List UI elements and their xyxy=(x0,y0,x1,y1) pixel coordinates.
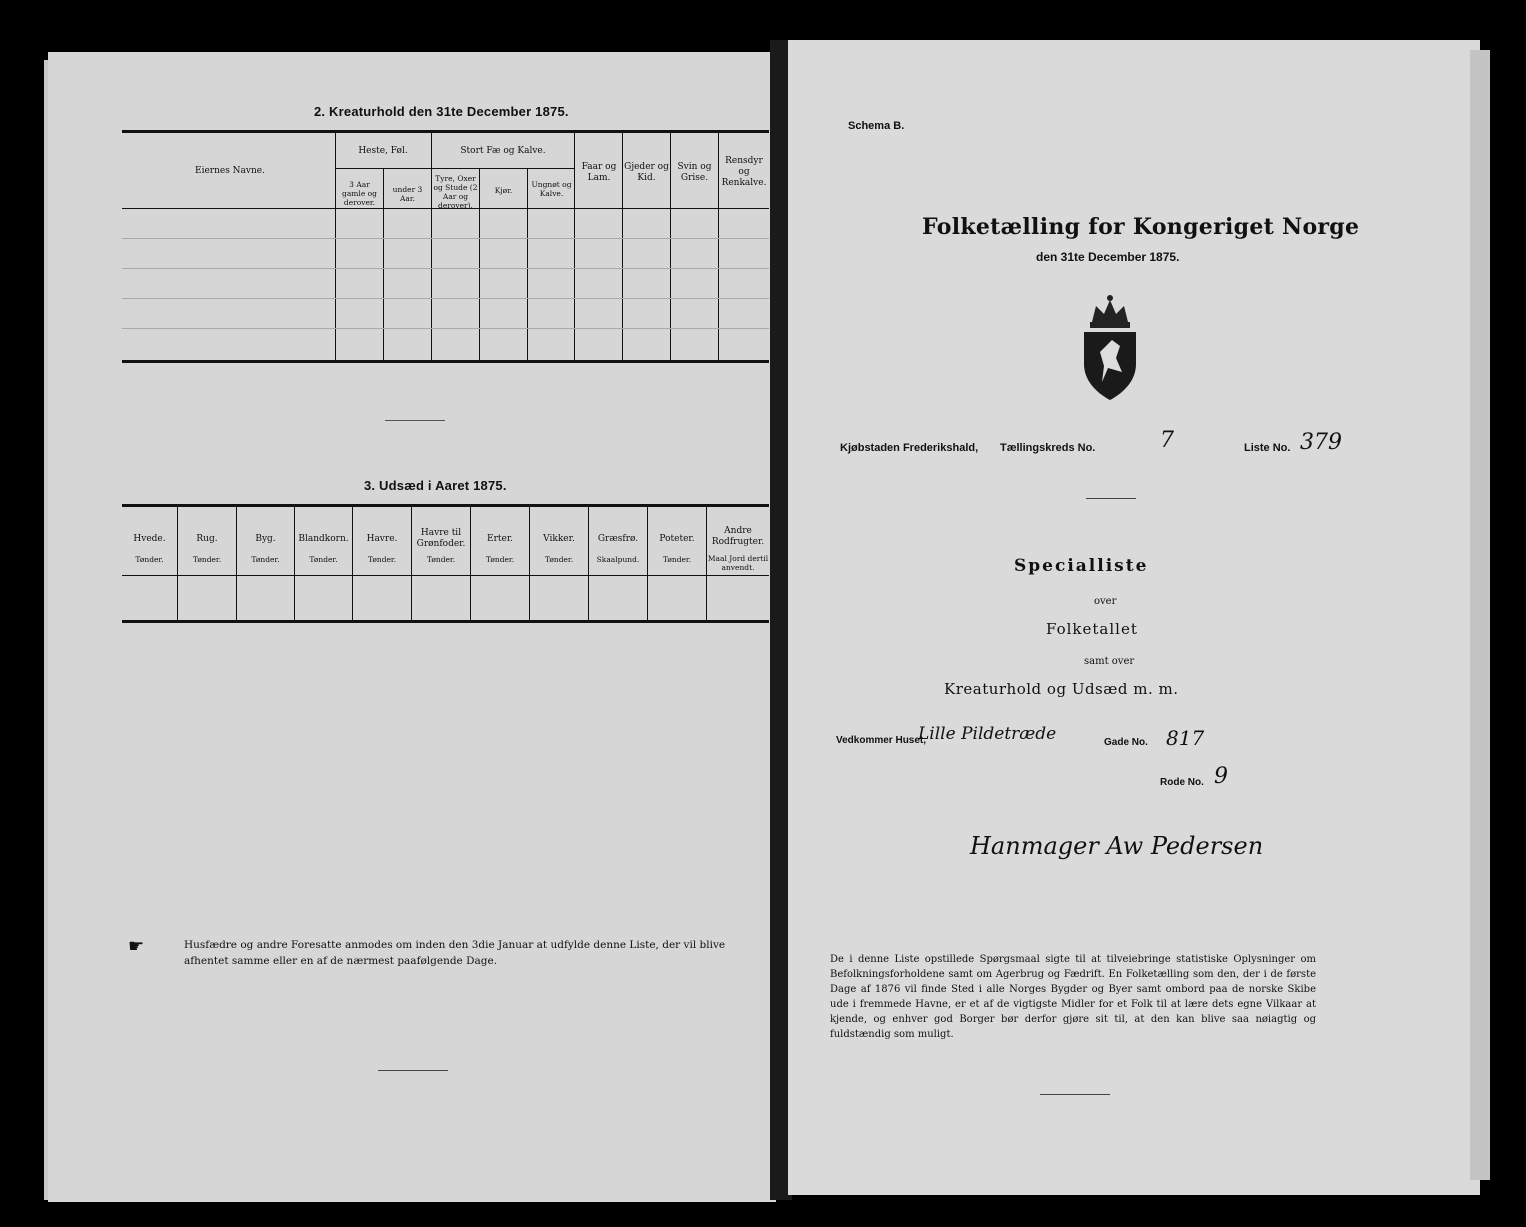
crop-blandkorn: Blandkorn. xyxy=(298,534,349,544)
crop-havre: Havre. xyxy=(366,534,398,544)
crop-erter-unit: Tønder. xyxy=(485,555,515,564)
crop-vikker-unit: Tønder. xyxy=(544,555,574,564)
notice-line2: afhentet samme eller en af de nærmest paafølgende Dage. xyxy=(184,955,498,967)
crop-andre-unit: Maal Jord dertil anvendt. xyxy=(707,554,769,572)
rode-value: 9 xyxy=(1214,764,1228,789)
crop-rug-unit: Tønder. xyxy=(192,555,222,564)
right-page-edge xyxy=(1470,50,1490,1180)
section3-title: 3. Udsæd i Aaret 1875. xyxy=(364,478,507,493)
col-kjor: Kjør. xyxy=(494,186,513,195)
document-date: den 31te December 1875. xyxy=(1036,250,1180,264)
over-text-1: over xyxy=(1094,596,1117,607)
kjobstad-label: Kjøbstaden Frederikshald, xyxy=(840,442,979,454)
col-stort-group: Stort Fæ og Kalve. xyxy=(460,146,546,156)
crop-byg-unit: Tønder. xyxy=(251,555,280,564)
samt-over-text: samt over xyxy=(1084,656,1135,667)
table3-header-rule xyxy=(122,575,769,576)
bottom-divider xyxy=(378,1070,448,1071)
document-title: Folketælling for Kongeriget Norge xyxy=(922,214,1360,240)
explanatory-paragraph: De i denne Liste opstillede Spørgsmaal sigte til at tilveiebringe statistiske Oplysninger om Befolkningsforholdene samt om Agerbrug og Fædrift. En Folketælling som den, der i de første Dage af 1876 vil finde Sted i alle Norges Bygder og Byer samt ombord paa de norske Skibe ude i fremmede Havne, er et af de vigtigste Midler for et Folk til at lære dets egne Vilkaar at kjende, og enhver god Borger bør derfor gjøre sit til, at den kan blive saa nøiagtig og fuldstændig som muligt. xyxy=(830,954,1316,1040)
rode-label: Rode No. xyxy=(1160,777,1204,788)
col-gjeder: Gjeder og Kid. xyxy=(624,162,669,183)
right-divider xyxy=(1086,498,1136,499)
crop-graesfro: Græsfrø. xyxy=(597,534,639,544)
crop-hvede: Hvede. xyxy=(133,534,166,544)
col-rensdyr: Rensdyr og Renkalve. xyxy=(721,156,767,188)
col-tyre: Tyre, Oxer og Stude (2 Aar og derover). xyxy=(433,174,478,210)
gade-value: 817 xyxy=(1166,726,1205,750)
divider xyxy=(385,420,445,421)
crop-byg: Byg. xyxy=(255,534,276,544)
crop-rug: Rug. xyxy=(196,534,218,544)
table3-bottom-rule xyxy=(122,620,769,623)
kreaturhold-line: Kreaturhold og Udsæd m. m. xyxy=(944,680,1179,698)
specialliste-heading: Specialliste xyxy=(1014,556,1149,576)
section2-title: 2. Kreaturhold den 31te December 1875. xyxy=(314,104,569,119)
col-faar: Faar og Lam. xyxy=(581,162,617,183)
crop-havre-gronfoder: Havre til Grønfoder. xyxy=(416,528,466,549)
kreds-value: 7 xyxy=(1160,428,1174,453)
table2-top-rule xyxy=(122,130,769,133)
crop-graesfro-unit: Skaalpund. xyxy=(596,555,640,564)
table2-bottom-rule xyxy=(122,360,769,363)
coat-of-arms-icon xyxy=(1078,292,1142,402)
col-heste-group: Heste, Føl. xyxy=(358,146,408,156)
crop-vikker: Vikker. xyxy=(543,534,575,544)
crop-blandkorn-unit: Tønder. xyxy=(309,555,338,564)
huset-label: Vedkommer Huset, xyxy=(836,735,927,746)
kreds-label: Tællingskreds No. xyxy=(1000,442,1096,454)
col-owner-names: Eiernes Navne. xyxy=(195,166,265,176)
schema-label: Schema B. xyxy=(848,120,905,132)
notice-line1: Husfædre og andre Foresatte anmodes om inden den 3die Januar at udfylde denne Liste, der vil blive xyxy=(184,939,726,951)
col-heste-3aar: 3 Aar gamle og derover. xyxy=(342,180,377,207)
col-ungnot: Ungnøt og Kalve. xyxy=(531,180,572,198)
crop-poteter: Poteter. xyxy=(659,534,695,544)
folketallet-text: Folketallet xyxy=(1046,620,1138,638)
crop-havre-unit: Tønder. xyxy=(367,555,397,564)
crop-hvede-unit: Tønder. xyxy=(135,555,164,564)
signature: Hanmager Aw Pedersen xyxy=(970,832,1264,860)
liste-label: Liste No. xyxy=(1244,442,1291,454)
gade-label: Gade No. xyxy=(1104,737,1148,748)
huset-value: Lille Pildetræde xyxy=(918,724,1057,744)
crop-andre: Andre Rodfrugter. xyxy=(711,526,765,547)
col-svin: Svin og Grise. xyxy=(677,162,712,183)
left-page xyxy=(48,52,776,1202)
table3-top-rule xyxy=(122,504,769,507)
right-bottom-divider xyxy=(1040,1094,1110,1095)
crop-poteter-unit: Tønder. xyxy=(662,555,692,564)
crop-erter: Erter. xyxy=(487,534,513,544)
crop-havre-gronfoder-unit: Tønder. xyxy=(426,555,456,564)
pointing-hand-icon: ☛ xyxy=(128,936,145,957)
liste-value: 379 xyxy=(1300,430,1342,455)
col-heste-under3: under 3 Aar. xyxy=(392,185,423,203)
